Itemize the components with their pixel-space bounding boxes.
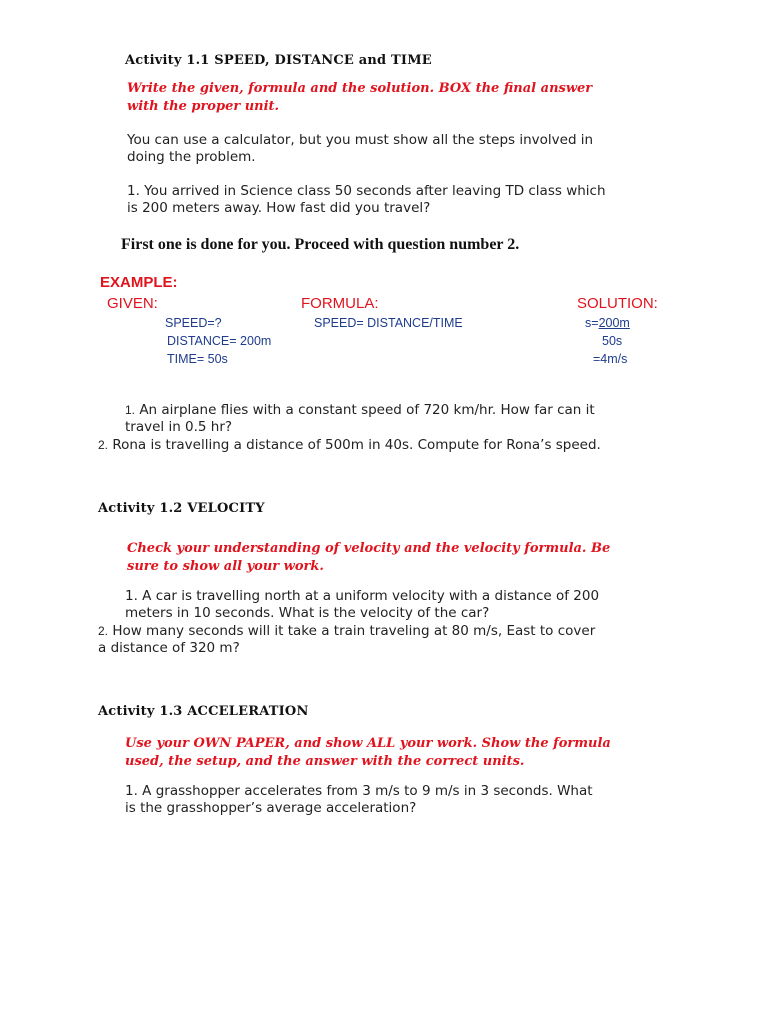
given-speed: SPEED=? (165, 316, 222, 330)
question-line: 1. A grasshopper accelerates from 3 m/s to 9 m/s in 3 seconds. What (125, 783, 593, 799)
instruction-line: with the proper unit. (127, 99, 280, 114)
given-time: TIME= 50s (167, 352, 228, 366)
instruction-line: Write the given, formula and the solution. BOX the final answer (127, 81, 593, 96)
question-line: a distance of 320 m? (98, 640, 240, 656)
question-number: 2. (98, 624, 109, 638)
solution-numerator (585, 316, 630, 330)
activity-3-title: Activity 1.3 ACCELERATION (98, 704, 309, 719)
example-label: EXAMPLE: (100, 274, 178, 291)
instruction-line: used, the setup, and the answer with the correct units. (125, 754, 525, 769)
instruction-line: Use your OWN PAPER, and show ALL your work. Show the formula (125, 736, 611, 751)
activity-1-title: Activity 1.1 SPEED, DISTANCE and TIME (125, 53, 432, 68)
question-line: meters in 10 seconds. What is the velocity of the car? (125, 605, 490, 621)
first-done-note: First one is done for you. Proceed with question number 2. (121, 236, 520, 253)
solution-denominator: 50s (602, 334, 623, 348)
solution-label: SOLUTION: (577, 295, 658, 312)
given-distance: DISTANCE= 200m (167, 334, 272, 348)
question-line: travel in 0.5 hr? (125, 419, 233, 435)
activity-2-title: Activity 1.2 VELOCITY (98, 501, 265, 516)
activity-2-question-2 (98, 623, 595, 657)
question-line: An airplane flies with a constant speed of 720 km/hr. How far can it (139, 402, 595, 418)
practice-question-1 (125, 402, 595, 436)
given-label: GIVEN: (107, 295, 158, 312)
question-line: Rona is travelling a distance of 500m in 40s. Compute for Rona’s speed. (112, 437, 601, 453)
question-line: is 200 meters away. How fast did you travel? (127, 200, 431, 216)
solution-distance: 200m (598, 316, 630, 330)
question-line: 1. You arrived in Science class 50 seconds after leaving TD class which (127, 183, 606, 199)
question-line: is the grasshopper’s average acceleration? (125, 800, 417, 816)
activity-2-instructions (127, 540, 610, 576)
activity-3-instructions (125, 735, 611, 771)
instruction-line: Check your understanding of velocity and the velocity formula. Be (127, 541, 611, 556)
activity-1-question-1 (127, 183, 606, 217)
instruction-line: sure to show all your work. (127, 559, 324, 574)
activity-2-question-1 (125, 588, 599, 622)
question-line: How many seconds will it take a train traveling at 80 m/s, East to cover (112, 623, 596, 639)
question-number: 2. (98, 438, 109, 452)
activity-1-instructions (127, 80, 592, 116)
calculator-note-line: doing the problem. (127, 149, 256, 165)
formula-text: SPEED= DISTANCE/TIME (314, 316, 463, 330)
solution-answer: =4m/s (593, 352, 628, 366)
question-line: 1. A car is travelling north at a uniform velocity with a distance of 200 (125, 588, 600, 604)
activity-3-question-1 (125, 783, 593, 817)
calculator-note (127, 132, 593, 166)
calculator-note-line: You can use a calculator, but you must show all the steps involved in (127, 132, 594, 148)
solution-s: s= (585, 316, 599, 330)
practice-question-2 (98, 437, 601, 454)
question-number: 1. (125, 403, 136, 417)
formula-label: FORMULA: (301, 295, 379, 312)
